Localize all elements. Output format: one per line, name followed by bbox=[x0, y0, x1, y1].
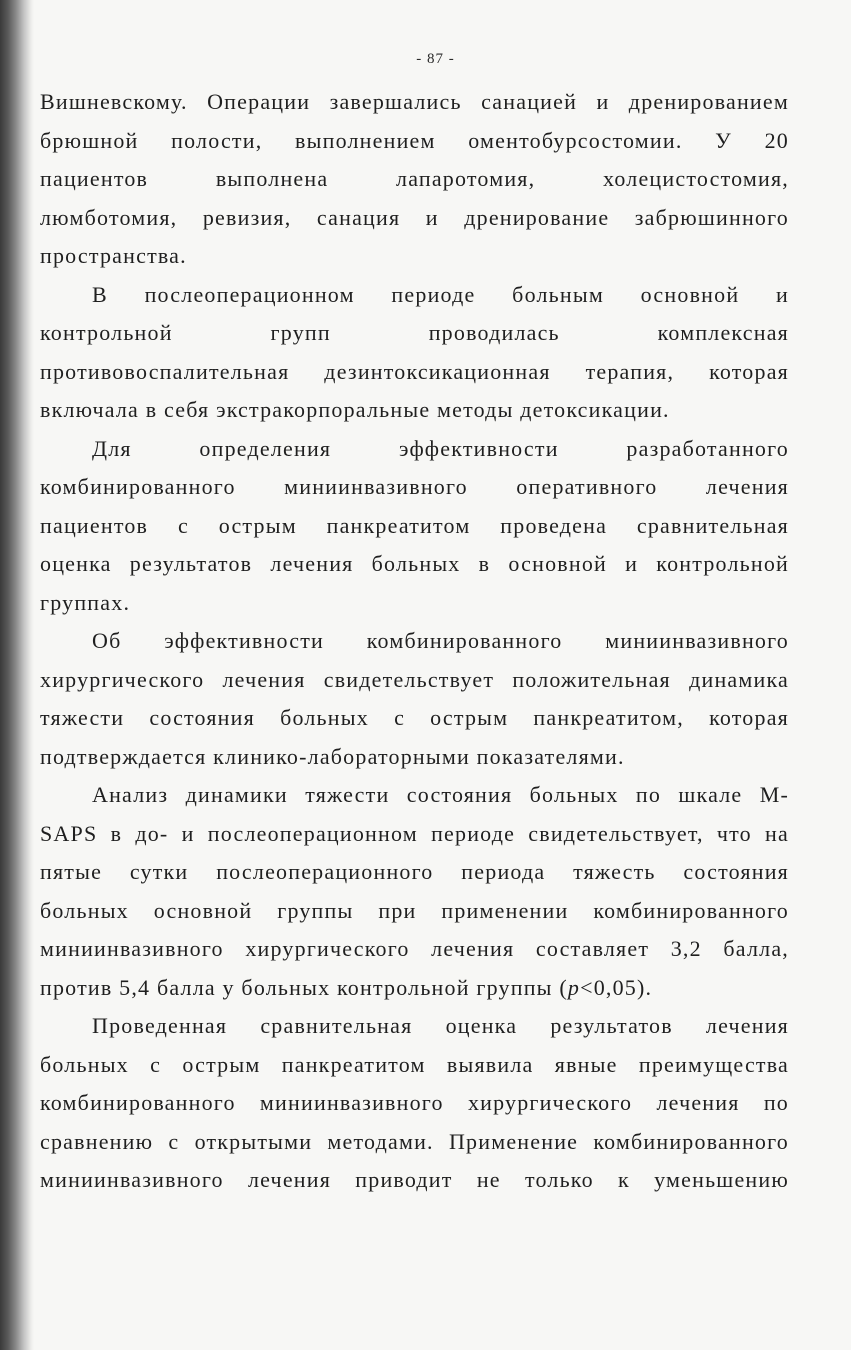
text-line: пациентов выполнена лапаротомия, холецистостомия, bbox=[40, 166, 789, 191]
text-line: миниинвазивного лечения приводит не только к уменьшению bbox=[40, 1167, 789, 1192]
text-line: подтверждается клинико-лабораторными показателями. bbox=[40, 743, 625, 769]
text-line: комбинированного миниинвазивного хирургического лечения по bbox=[40, 1090, 789, 1115]
paragraph-3 bbox=[40, 430, 789, 623]
paragraph-4 bbox=[40, 622, 789, 776]
text-line: пациентов с острым панкреатитом проведена сравнительная bbox=[40, 512, 789, 538]
page-number: - 87 - bbox=[416, 51, 455, 67]
text-line: Анализ динамики тяжести состояния больных по шкале M- bbox=[92, 782, 789, 807]
text-line: оценка результатов лечения больных в основной и контрольной bbox=[40, 551, 789, 576]
text-line: миниинвазивного хирургического лечения составляет 3,2 балла, bbox=[40, 936, 789, 961]
p-value-symbol: p bbox=[567, 974, 581, 1000]
text-line: больных основной группы при применении комбинированного bbox=[40, 897, 789, 923]
text-line: Вишневскому. Операции завершались санацией и дренированием bbox=[40, 89, 789, 114]
text-line: сравнению с открытыми методами. Применение комбинированного bbox=[40, 1128, 789, 1154]
paragraph-1 bbox=[40, 83, 789, 276]
text-line: против 5,4 балла у больных контрольной группы (p<0,05). bbox=[40, 974, 653, 1000]
text-line: противовоспалительная дезинтоксикационная терапия, которая bbox=[40, 358, 789, 384]
text-line: комбинированного миниинвазивного оперативного лечения bbox=[40, 474, 789, 499]
text-line: хирургического лечения свидетельствует положительная динамика bbox=[40, 666, 789, 692]
text-line: пространства. bbox=[40, 243, 187, 268]
paragraph-5 bbox=[40, 776, 789, 1007]
text-line: SAPS в до- и послеоперационном периоде свидетельствует, что на bbox=[40, 820, 789, 846]
page-binding-shadow bbox=[0, 0, 34, 1350]
text-line: брюшной полости, выполнением оментобурсостомии. У 20 bbox=[40, 127, 789, 153]
text-line: Для определения эффективности разработанного bbox=[92, 435, 789, 461]
text-line: тяжести состояния больных с острым панкреатитом, которая bbox=[40, 705, 789, 730]
text-line: люмботомия, ревизия, санация и дренирование забрюшинного bbox=[40, 204, 789, 230]
text-line: В послеоперационном периоде больным основной и bbox=[92, 281, 789, 307]
document-body bbox=[40, 83, 789, 1200]
paragraph-6 bbox=[40, 1007, 789, 1200]
text-line: группах. bbox=[40, 589, 131, 615]
paragraph-2 bbox=[40, 276, 789, 430]
text-line: больных с острым панкреатитом выявила явные преимущества bbox=[40, 1051, 789, 1077]
text-line: контрольной групп проводилась комплексная bbox=[40, 320, 789, 345]
text-line: Об эффективности комбинированного миниинвазивного bbox=[92, 628, 789, 653]
text-line: включала в себя экстракорпоральные методы детоксикации. bbox=[40, 397, 670, 422]
text-line: пятые сутки послеоперационного периода тяжесть состояния bbox=[40, 859, 789, 884]
text-line: Проведенная сравнительная оценка результатов лечения bbox=[92, 1013, 789, 1038]
